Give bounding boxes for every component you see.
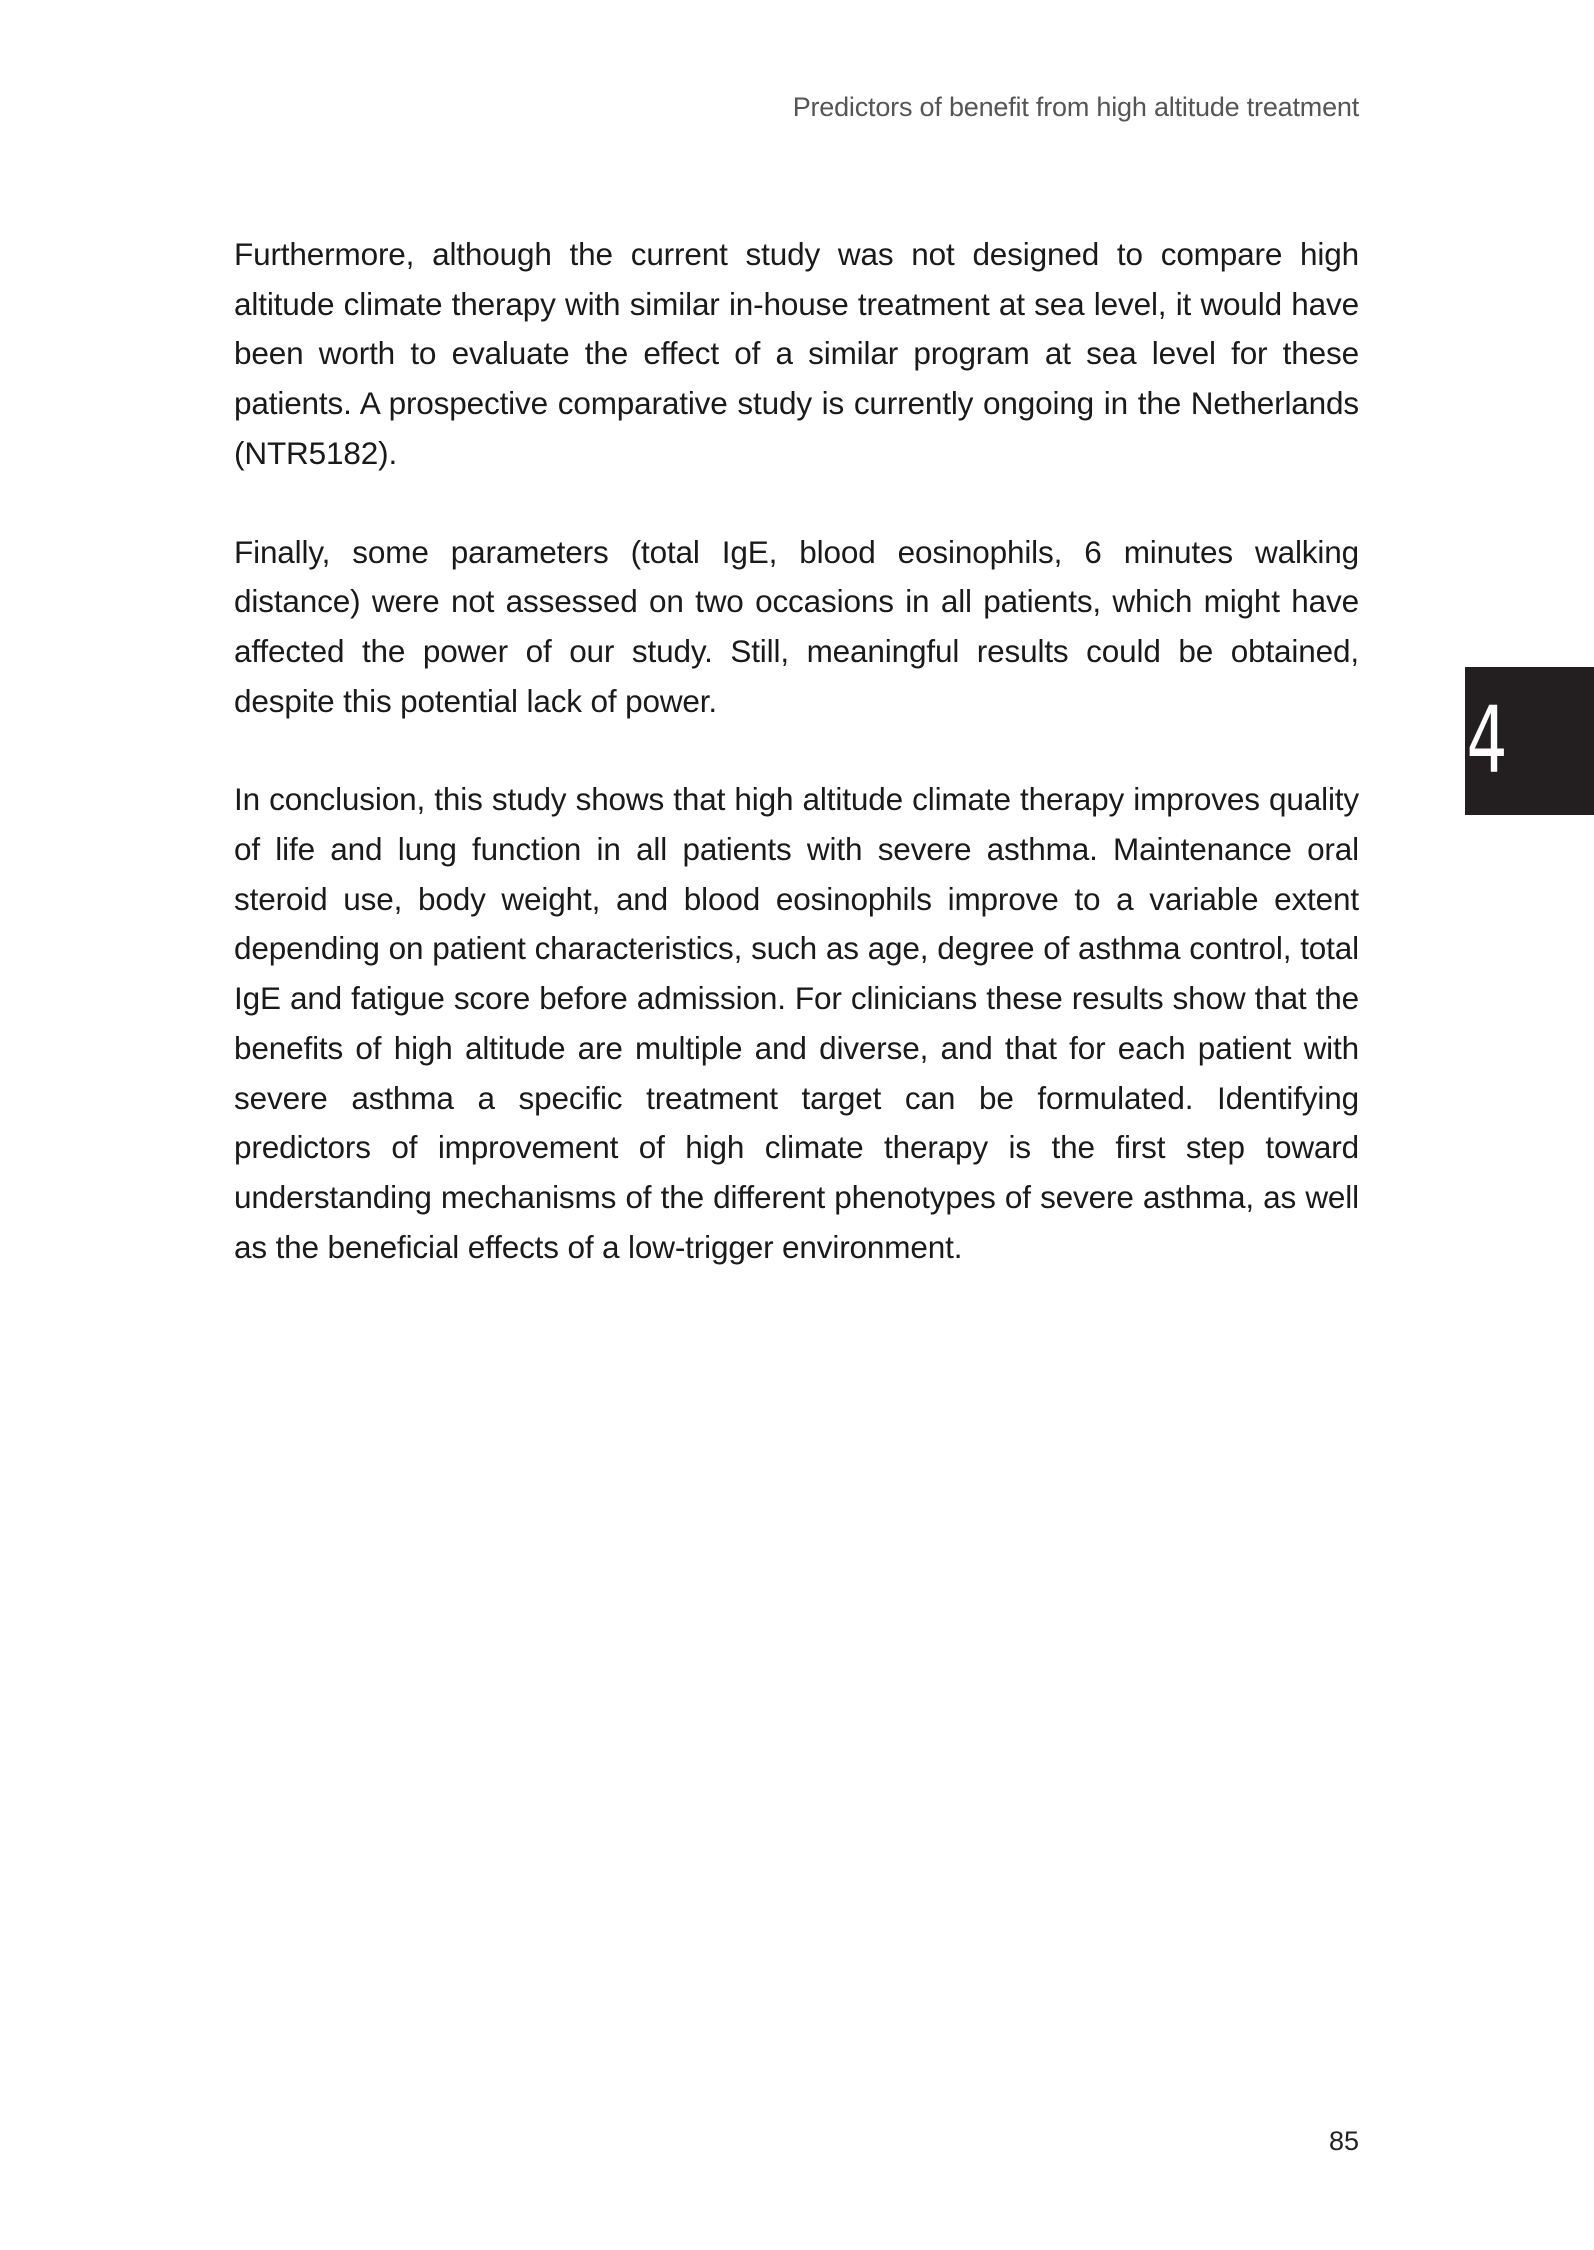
body-text [234,230,1359,1321]
running-header-title: Predictors of benefit from high altitude treatment [792,92,1359,122]
paragraph-limitations-comparison: Furthermore, although the current study was not designed to compare high altitude climate therapy with similar in-house treatment at sea level, it would have been worth to evaluate the effect of a similar program at sea level for these patients. A prospective comparative study is currently ongoing in the Netherlands (NTR5182). [234,236,1359,471]
paragraph-conclusion: In conclusion, this study shows that high altitude climate therapy improves quality of life and lung function in all patients with severe asthma. Maintenance oral steroid use, body weight, and blood eosinophils improve to a variable extent depending on patient characteristics, such as age, degree of asthma control, total IgE and fatigue score before admission. For clinicians these results show that the benefits of high altitude are multiple and diverse, and that for each patient with severe asthma a specific treatment target can be formulated. Identifying predictors of improvement of high climate therapy is the first step toward understanding mechanisms of the different phenotypes of severe asthma, as well as the beneficial effects of a low-trigger environment. [234,781,1359,1265]
paragraph-limitations-parameters: Finally, some parameters (total IgE, blood eosinophils, 6 minutes walking distance) were not assessed on two occasions in all patients, which might have affected the power of our study. Still, meaningful results could be obtained, despite this potential lack of power. [234,533,1359,719]
chapter-number: 4 [1466,687,1508,794]
page-number: 85 [1328,2126,1359,2156]
chapter-thumb-tab [1465,667,1594,815]
